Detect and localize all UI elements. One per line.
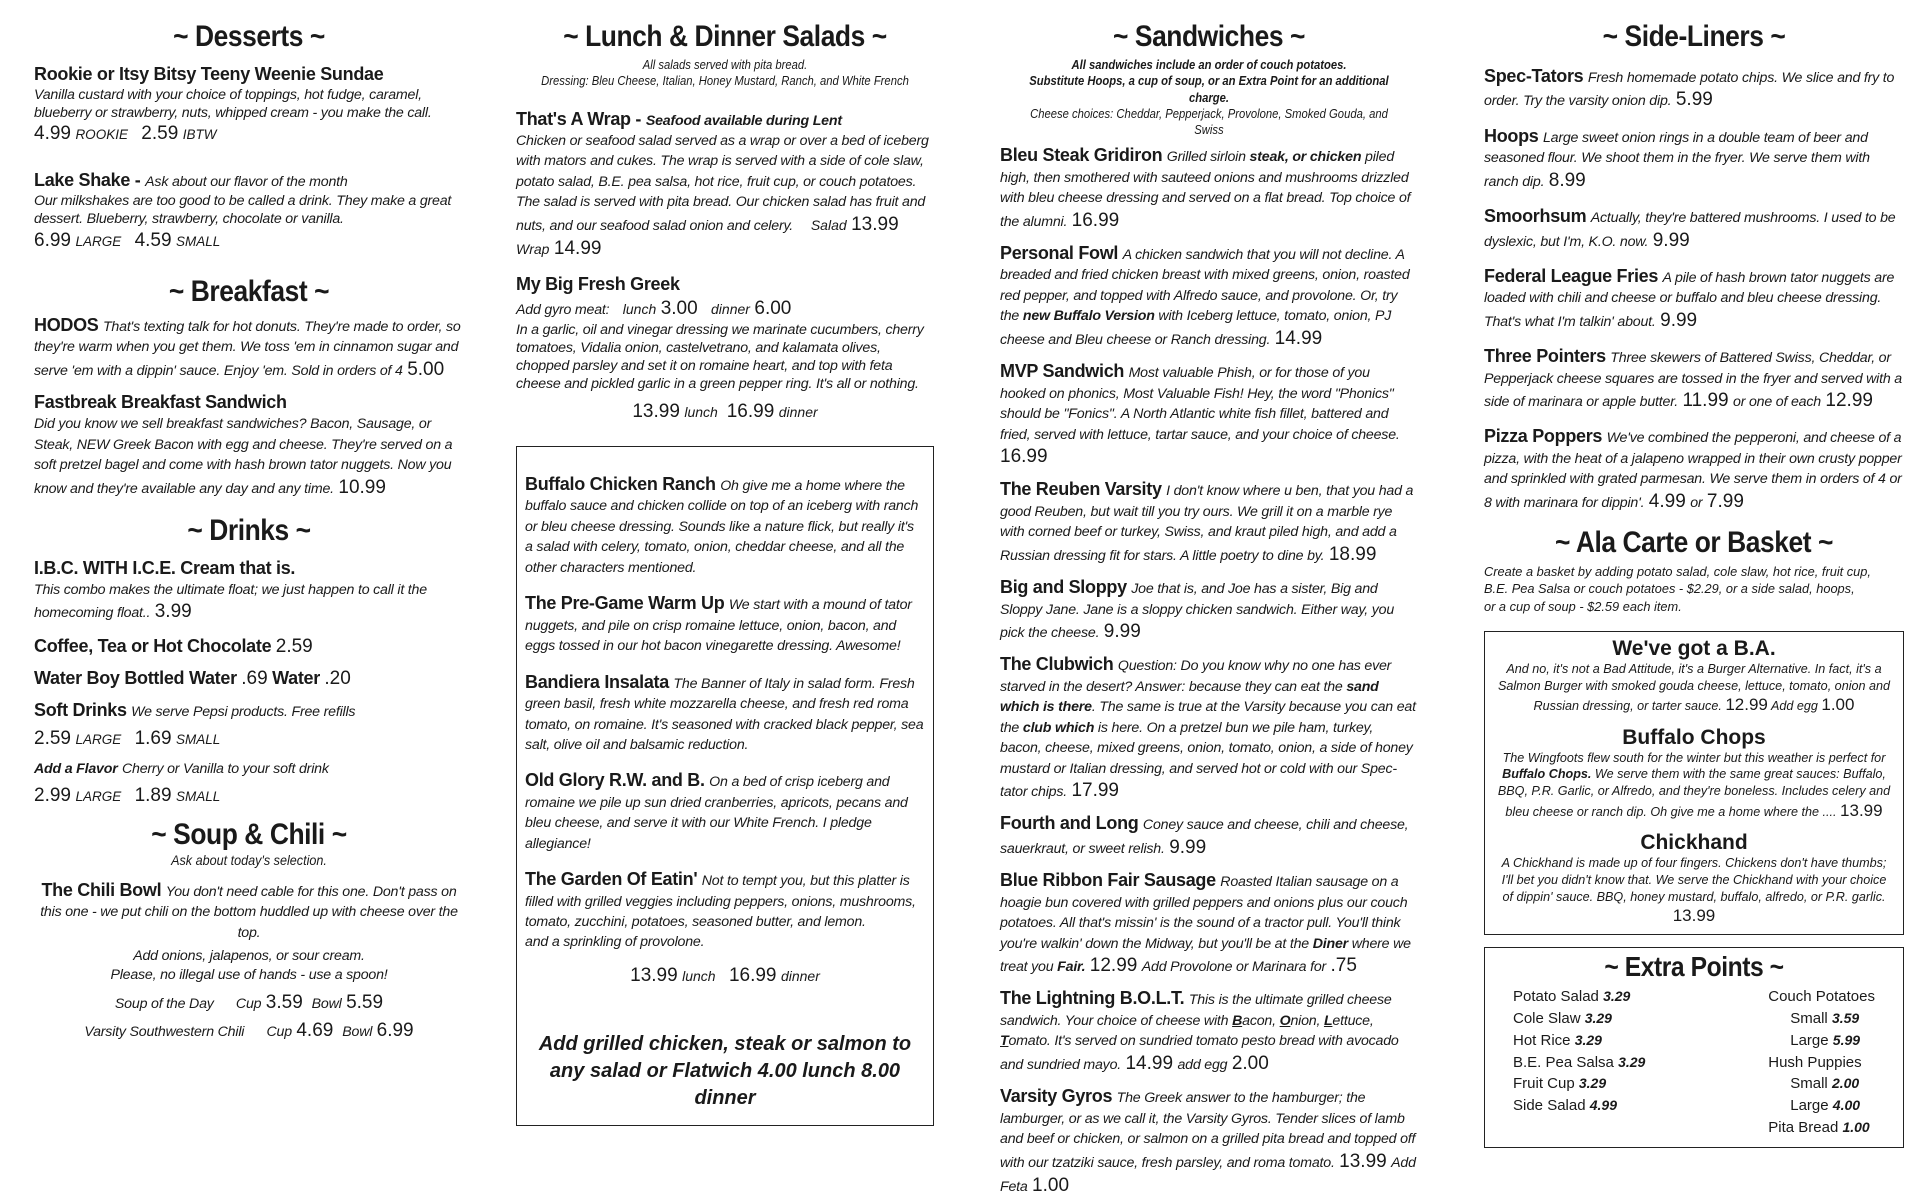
menu-item-sundae (34, 63, 464, 147)
size-label: dinner (780, 967, 820, 984)
extra-item-name: Pita Bread (1768, 1118, 1839, 1136)
item-note: Add gyro meat: (516, 301, 610, 318)
price: 9.99 (1169, 836, 1207, 858)
extra-item-price: 5.99 (1832, 1031, 1861, 1048)
price: .20 (324, 667, 351, 689)
extra-item-price: 1.00 (1842, 1118, 1870, 1135)
sandwiches-subtitle-2: Substitute Hoops, a cup of soup, or an Extra Point for an additional charge. (1029, 74, 1389, 105)
price: 13.99 (1840, 800, 1883, 820)
menu-item-water (34, 667, 464, 691)
price: 2.59 (275, 635, 313, 657)
item-note: Add onions, jalapenos, or sour cream. (133, 948, 365, 965)
item-note: or (1690, 494, 1703, 511)
addon-price: .75 (1330, 955, 1357, 977)
item-title: MVP Sandwich (1000, 361, 1125, 382)
item-desc: . The same is true at the Varsity because you can eat the (1000, 699, 1416, 736)
extra-item-name: Potato Salad (1513, 988, 1599, 1006)
menu-item-fair-sausage (1000, 869, 1418, 978)
item-desc: Fresh homemade potato chips. We slice and fry to order. Try the varsity onion dip. (1484, 70, 1895, 110)
price: 4.59 (134, 229, 172, 251)
extra-item-name: B.E. Pea Salsa (1513, 1053, 1614, 1071)
menu-item-bleu-steak (1000, 144, 1418, 233)
item-prices (34, 122, 464, 146)
price: 3.00 (660, 297, 698, 319)
item-title: Chickhand (1640, 831, 1748, 855)
price: 14.99 (1274, 327, 1323, 349)
item-desc: The Banner of Italy in salad form. Fresh green basil, fresh white mozzarella cheese, and fresh red roma tomato, on romaine. It's seasoned with cracked black pepper, sea salt, olive oil and balsamic reduction. (525, 675, 924, 753)
menu-item-personal-fowl (1000, 242, 1418, 351)
item-desc: with Iceberg lettuce, tomato, onion, PJ cheese and Bleu cheese or Ranch dressing. (1000, 308, 1392, 348)
item-desc: piled high, then smothered with sauteed onions and mushrooms drizzled with bleu cheese dressing and served on a flat bread. Top choice of the alumni. (1000, 149, 1411, 230)
item-title: The Lightning B.O.L.T. (1000, 988, 1185, 1009)
item-desc: On a bed of crisp iceberg and romaine we pile up sun dried cranberries, apricots, pecans and bleu cheese, and serve it with our White French. I pledge allegiance! (525, 774, 908, 852)
menu-item-bandiera (525, 671, 925, 756)
price: 18.99 (1328, 543, 1377, 565)
extra-item (1768, 1117, 1875, 1139)
item-title: Pizza Poppers (1484, 426, 1603, 447)
item-prices (34, 727, 464, 751)
item-desc: Three skewers of Battered Swiss, Cheddar, or Pepperjack cheese squares are tossed in the fryer and served with a side of marinara or apple butter. (1484, 350, 1902, 410)
addon-price: 1.00 (1821, 695, 1855, 715)
item-desc: The Wingfoots flew south for the winter but this weather is perfect for (1502, 750, 1886, 765)
extra-points-left (1513, 986, 1645, 1138)
addon-line-1: Add grilled chicken, steak or salmon to (538, 1032, 912, 1055)
addon-price: 2.00 (1231, 1052, 1269, 1074)
size-label: Bowl (342, 1023, 373, 1040)
extra-item-name: Hush Puppies (1768, 1053, 1862, 1071)
salads-subtitle: All salads served with pita bread. (642, 58, 808, 72)
extra-item (1513, 1008, 1645, 1030)
box-prices (525, 965, 925, 987)
item-desc: In a garlic, oil and vinegar dressing we marinate cucumbers, cherry tomatoes, Vidalia onion, castelvetrano, and kalamata olives, chopped parsley and set it on romaine heart, and top with feta cheese and pickled garlic in a green pepper ring. It's all or nothing. (516, 321, 924, 393)
menu-item-mvp (1000, 360, 1418, 469)
price: 4.69 (296, 1019, 334, 1041)
menu-item-chickhand (1495, 830, 1893, 927)
price: 10.99 (338, 476, 386, 498)
price: 16.99 (1000, 446, 1048, 468)
price: 3.59 (265, 991, 303, 1013)
price: 1.89 (134, 784, 172, 806)
ala-carte-line-3: or a cup of soup - $2.59 each item. (1484, 598, 1682, 614)
menu-item-add-flavor (34, 759, 464, 808)
item-title: Add a Flavor (34, 761, 118, 778)
item-desc: where we treat you (1000, 935, 1411, 976)
menu-item-soup-of-day (34, 992, 464, 1014)
menu-item-old-glory (525, 769, 925, 854)
item-desc-bold: club which (1022, 719, 1095, 736)
item-title: Personal Fowl (1000, 242, 1119, 263)
item-title: Fastbreak Breakfast Sandwich (34, 392, 287, 413)
breakfast-heading: ~ Breakfast ~ (168, 274, 330, 308)
price: 6.00 (754, 297, 792, 319)
item-title: Blue Ribbon Fair Sausage (1000, 870, 1216, 891)
price: 9.99 (1660, 309, 1698, 331)
size-label: ROOKIE (75, 127, 128, 143)
item-desc: Vanilla custard with your choice of toppings, hot fudge, caramel, blueberry or strawberry, nuts, whipped cream - you make the call. (34, 87, 432, 122)
price: 1.69 (134, 727, 172, 749)
size-label: lunch (684, 403, 718, 420)
price: 4.99 (1648, 490, 1686, 512)
item-desc-wrap (1495, 750, 1893, 822)
price: 17.99 (1071, 780, 1119, 802)
size-label: dinner (711, 300, 750, 317)
size-label: LARGE (75, 788, 122, 804)
column-2 (516, 20, 934, 1126)
item-desc-bold: Fair. (1057, 959, 1086, 976)
item-desc: Oh give me a home where the buffalo sauce and chicken collide on top of an iceberg with ranch or bleu cheese dressing. Sounds like a nature flick, but really it's a salad with celery, tomato, onion, cheddar cheese, and all the other characters mentioned. (525, 477, 919, 576)
addon-price: 1.00 (1032, 1174, 1070, 1196)
ala-carte-heading: ~ Ala Carte or Basket ~ (1555, 526, 1833, 560)
item-prices (34, 229, 464, 253)
addon-label: Add egg (1770, 699, 1818, 714)
item-title: Coffee, Tea or Hot Chocolate (34, 635, 272, 656)
menu-item-spec-tators (1484, 65, 1904, 113)
price: 13.99 (630, 964, 678, 986)
menu-item-fastbreak (34, 391, 464, 500)
item-title: Smoorhsum (1484, 206, 1587, 227)
item-title: The Garden Of Eatin' (525, 869, 698, 890)
addon-line-2: any salad or Flatwich 4.00 lunch 8.00 dinner (549, 1059, 901, 1109)
size-label: dinner (778, 403, 818, 420)
item-desc: We serve Pepsi products. Free refills (131, 704, 356, 721)
size-label: Bowl (311, 995, 342, 1012)
item-title: The Pre-Game Warm Up (525, 593, 725, 614)
size-label: Salad (810, 216, 847, 233)
menu-item-three-pointers (1484, 345, 1904, 413)
size-label: Wrap (516, 241, 550, 258)
extra-item-price: 3.29 (1574, 1031, 1602, 1048)
menu-item-ibc (34, 557, 464, 625)
item-desc-bold: steak, or chicken (1249, 149, 1362, 166)
extra-item (1513, 1095, 1645, 1117)
item-title: Buffalo Chops (1622, 725, 1766, 749)
protein-addon-note (525, 1031, 925, 1112)
price: 16.99 (726, 400, 775, 422)
soup-subtitle: Ask about today's selection. (171, 851, 327, 868)
extra-item-price: 3.29 (1603, 988, 1631, 1005)
item-desc: A pile of hash brown tator nuggets are loaded with chili and cheese or buffalo and bleu cheese dressing. That's what I'm talkin' about. (1484, 269, 1895, 330)
extra-item-price: 3.29 (1578, 1075, 1607, 1092)
item-desc-bold: new Buffalo Version (1022, 308, 1155, 325)
extra-item (1768, 1095, 1875, 1117)
item-desc-2: and a sprinkling of provolone. (525, 933, 705, 950)
price: 9.99 (1103, 621, 1141, 642)
column-4 (1484, 20, 1904, 1148)
item-desc: Our milkshakes are too good to be called a drink. They make a great dessert. Blueberry, strawberry, chocolate or vanilla. (34, 193, 452, 228)
extra-points-heading: ~ Extra Points ~ (1604, 950, 1784, 982)
extra-item (1768, 1073, 1875, 1095)
item-title: My Big Fresh Greek (516, 274, 680, 295)
item-desc: Joe that is, and Joe has a sister, Big and Sloppy Jane. Jane is a sloppy chicken sandwich. Either way, you pick the cheese. (1000, 581, 1395, 641)
item-desc: And no, it's not a Bad Attitude, it's a Burger Alternative. In fact, it's a Salmon Burger with smoked gouda cheese, lettuce, tomato, onion and Russian dressing, or tarter sauce. (1497, 662, 1891, 714)
extra-item (1513, 1052, 1645, 1074)
item-desc: Chicken or seafood salad served as a wrap or over a bed of iceberg with mators and cukes. The wrap is served with a side of cole slaw, potato salad, B.E. pea salsa, hot rice, fruit cup, or couch potatoes. The salad is served with pita bread. Our chicken salad has fruit and nuts, and our seafood salad onion and celery. (516, 132, 929, 234)
item-desc: Coney sauce and cheese, chili and cheese, sauerkraut, or sweet relish. (1000, 817, 1409, 857)
item-note: Please, no illegal use of hands - use a spoon! (110, 966, 388, 983)
extra-points-right (1768, 986, 1875, 1138)
item-title: Rookie or Itsy Bitsy Teeny Weenie Sundae (34, 64, 384, 84)
item-desc-bold: Buffalo Chops. (1502, 767, 1592, 782)
extra-points-box (1484, 947, 1904, 1148)
item-title: Spec-Tators (1484, 66, 1584, 86)
item-title: The Clubwich (1000, 654, 1114, 675)
item-note: Seafood available during Lent (645, 112, 842, 129)
item-desc: A Chickhand is made up of four fingers. Chickens don't have thumbs; I'll bet you didn't know that. We serve the Chickhand with your choice of dippin' sauce. BBQ, honey mustard, buffalo, alfredo, or P.R. garlic. (1501, 856, 1887, 904)
item-desc: Not to tempt you, but this platter is filled with grilled veggies including peppers, onions, mushrooms, tomato, zucchini, potatoes, seasoned butter, and lemon. (525, 873, 916, 931)
item-title: Varsity Gyros (1000, 1086, 1113, 1107)
sandwiches-subtitle-1: All sandwiches include an order of couch potatoes. (1071, 58, 1347, 72)
size-label: Cup (266, 1023, 292, 1040)
menu-item-southwestern-chili (34, 1020, 464, 1042)
price: 2.59 (141, 123, 179, 145)
item-desc: Roasted Italian sausage on a hoagie bun covered with grilled peppers and onions plus our couch potatoes. All that's missin' is the sound of a tractor pull. You'll think you're walkin' down the Midway, but you'll be at the (1000, 874, 1408, 952)
price: 8.99 (1548, 169, 1586, 191)
price: .69 (241, 667, 268, 689)
price: 11.99 (1682, 390, 1729, 411)
item-desc: Cherry or Vanilla to your soft drink (121, 761, 329, 778)
soup-heading: ~ Soup & Chili ~ (151, 817, 347, 851)
item-prices (516, 400, 934, 424)
item-title: I.B.C. WITH I.C.E. Cream that is. (34, 557, 296, 578)
item-desc: That's texting talk for hot donuts. They're made to order, so they're warm when you get them. We toss 'em in cinnamon sugar and serve 'em with a dippin' sauce. Enjoy 'em. Sold in orders of 4 (34, 318, 461, 379)
bolt-letter-o: O (1279, 1012, 1291, 1029)
item-desc: A chicken sandwich that you will not decline. A breaded and fried chicken breast with mixed greens, onion, roasted red pepper, and topped with Alfredo sauce, and provolone. Or, try the (1000, 246, 1410, 325)
menu-item-lake-shake (34, 169, 464, 253)
item-title: Buffalo Chicken Ranch (525, 473, 716, 494)
item-title: Soft Drinks (34, 700, 127, 721)
size-label: Large (1790, 1097, 1829, 1115)
extra-item-name: Hot Rice (1513, 1031, 1571, 1049)
extra-item-name: Side Salad (1513, 1097, 1586, 1115)
item-desc: Actually, they're battered mushrooms. I used to be dyslexic, but I'm, K.O. now. (1484, 210, 1896, 250)
item-title: That's A Wrap - (516, 108, 646, 129)
price: 13.99 (632, 400, 680, 422)
side-liners-heading: ~ Side-Liners ~ (1602, 20, 1786, 53)
menu-item-chili-bowl (34, 879, 464, 984)
price: 5.99 (1675, 89, 1713, 111)
menu-item-wrap (516, 108, 934, 262)
extra-item (1768, 1030, 1875, 1052)
addon-label: add egg (1177, 1056, 1228, 1073)
item-desc-bold: sand which is there (1000, 678, 1379, 716)
item-desc: is here. On a pretzel bun we pile ham, turkey, bacon, cheese, mixed greens, onion, tomato, onion, a side of honey mustard or Italian dressing, and served hot or cold with our Spec-tator chips. (1000, 719, 1413, 801)
item-desc: I don't know where u ben, that you had a good Reuben, but wait till you try ours. We grill it on a marble rye with corned beef or turkey, Swiss, and kraut piled high, and add a Russian dressing fit for stars. A little poetry to dine by. (1000, 483, 1414, 564)
menu-item-big-sloppy (1000, 576, 1418, 644)
salads-heading: ~ Lunch & Dinner Salads ~ (563, 20, 887, 53)
menu-item-buffalo-chops (1495, 725, 1893, 822)
item-title: Hoops (1484, 125, 1539, 146)
desserts-heading: ~ Desserts ~ (173, 20, 325, 53)
item-desc: This is the ultimate grilled cheese sandwich. Your choice of cheese with (1000, 992, 1392, 1029)
extra-item-price: 3.29 (1618, 1053, 1646, 1070)
column-3 (1000, 20, 1418, 1198)
item-desc: We start with a mound of tator nuggets, and pile on crisp romaine lettuce, onion, bacon, and eggs tossed in our hot bacon vinegarette dressing. Awesome! (525, 597, 912, 655)
item-desc: nion, (1290, 1012, 1324, 1029)
price: 2.59 (34, 727, 71, 749)
signature-salads-box (516, 446, 934, 1126)
column-1 (34, 20, 464, 1042)
price: 2.99 (34, 784, 71, 806)
item-title: The Chili Bowl (41, 880, 162, 900)
sandwiches-cheese-choices: Cheese choices: Cheddar, Pepperjack, Provolone, Smoked Gouda, and Swiss (1030, 106, 1388, 137)
extra-item-name: Couch Potatoes (1768, 988, 1875, 1006)
sandwiches-heading: ~ Sandwiches ~ (1113, 20, 1305, 53)
menu-item-reuben (1000, 478, 1418, 567)
price: 7.99 (1706, 490, 1744, 512)
extra-item (1768, 1008, 1875, 1030)
item-title: The Reuben Varsity (1000, 479, 1162, 500)
extra-item-name: Fruit Cup (1513, 1075, 1575, 1093)
price: 12.99 (1725, 695, 1768, 715)
salads-dressings: Dressing: Bleu Cheese, Italian, Honey Mustard, Ranch, and White French (541, 74, 909, 89)
price: 13.99 (851, 213, 899, 235)
price: 6.99 (376, 1019, 414, 1041)
item-title: HODOS (34, 314, 99, 335)
item-title: Federal League Fries (1484, 265, 1659, 286)
extra-item-price: 3.29 (1584, 1010, 1612, 1027)
extra-item (1513, 1073, 1645, 1095)
price: 14.99 (1125, 1052, 1174, 1074)
menu-item-buffalo-ranch (525, 473, 925, 578)
size-label: Small (1790, 1010, 1828, 1028)
price: 12.99 (1825, 390, 1873, 411)
extra-item-price: 4.00 (1832, 1097, 1861, 1114)
item-title: Fourth and Long (1000, 813, 1139, 834)
menu-item-ba (1495, 636, 1893, 717)
item-desc: This combo makes the ultimate float; we just happen to call it the homecoming float.. (34, 581, 427, 622)
price: 4.99 (34, 123, 71, 145)
extra-item (1513, 1030, 1645, 1052)
extra-item-name: Cole Slaw (1513, 1010, 1581, 1028)
item-desc: We've combined the pepperoni, and cheese of a pizza, with the heat of a jalapeno wrapped in their own crusty popper and sprinkled with grated parmesan. We serve them in orders of 4 or 8 with marinara for dippin'. (1484, 430, 1902, 511)
item-title: Soup of the Day (114, 995, 214, 1012)
item-desc: Grilled sirloin (1166, 149, 1250, 166)
item-title: Bandiera Insalata (525, 671, 669, 692)
bolt-letter-b: B (1232, 1012, 1243, 1029)
price: 3.99 (154, 601, 192, 623)
price: 5.59 (346, 991, 384, 1013)
item-desc: We serve them with the same great sauces: Buffalo, BBQ, P.R. Garlic, or Alfredo, and they're boneless. Includes celery and bleu cheese or ranch dip. Oh give me a home where the .... (1497, 767, 1891, 819)
size-label: lunch (622, 300, 657, 317)
menu-item-fourth-long (1000, 812, 1418, 860)
item-title: Big and Sloppy (1000, 577, 1127, 598)
price: 6.99 (34, 229, 71, 251)
menu-item-soft-drinks (34, 699, 464, 751)
ala-carte-desc (1484, 563, 1904, 615)
extra-item-price: 3.59 (1831, 1010, 1860, 1027)
size-label: Small (1790, 1075, 1828, 1093)
item-title: Varsity Southwestern Chili (84, 1023, 245, 1040)
item-desc: Did you know we sell breakfast sandwiches? Bacon, Sausage, or Steak, NEW Greek Bacon with egg and cheese. They're served on a soft pretzel bagel and come with hash brown tator nuggets. Now you know and they're available any day and any time. (34, 416, 453, 497)
price: 16.99 (1071, 209, 1120, 231)
item-desc: omato. It's served on sundried tomato pesto bread with avocado and sundried mayo. (1000, 1033, 1399, 1073)
item-title: Water (272, 667, 320, 688)
menu-item-bolt (1000, 987, 1418, 1076)
size-label: lunch (682, 967, 716, 984)
bolt-letter-t: T (1000, 1033, 1009, 1050)
menu-item-smoorhsum (1484, 205, 1904, 253)
ala-carte-line-2: B.E. Pea Salsa or couch potatoes - $2.29, or a side salad, hoops, (1484, 581, 1855, 597)
item-desc: Question: Do you know why no one has ever starved in the desert? Answer: because they can eat the (1000, 658, 1392, 695)
item-prices (34, 784, 464, 808)
price: 12.99 (1089, 955, 1138, 977)
item-desc: acon, (1242, 1012, 1280, 1029)
item-desc-wrap (1495, 661, 1893, 717)
item-desc-wrap (1495, 855, 1893, 927)
menu-item-clubwich (1000, 653, 1418, 803)
menu-item-pregame (525, 592, 925, 656)
addon-label: Add Provolone or Marinara for (1141, 959, 1327, 976)
item-note: Ask about our flavor of the month (145, 173, 348, 190)
extra-points-grid (1495, 986, 1893, 1138)
menu-item-pizza-poppers (1484, 425, 1904, 514)
size-label: SMALL (176, 731, 221, 747)
extra-item-price: 2.00 (1831, 1075, 1860, 1092)
menu-item-hoops (1484, 125, 1904, 193)
item-title: Lake Shake - (34, 169, 146, 190)
size-label: LARGE (75, 233, 122, 249)
item-title: Three Pointers (1484, 346, 1606, 367)
item-desc: Most valuable Phish, or for those of you hooked on phonics, Most Valuable Fish! Hey, the word "Phonics" should be "Fonics". A North Atlantic white fish fillet, battered and fried, served with lettuce, tartar sauce, and your choice of cheese. (1000, 365, 1400, 443)
size-label: SMALL (176, 788, 221, 804)
bolt-letter-l: L (1323, 1012, 1333, 1029)
menu-item-big-greek (516, 273, 934, 423)
price: 13.99 (1339, 1150, 1387, 1172)
menu-item-gyros (1000, 1085, 1418, 1198)
item-title: Water Boy Bottled Water (34, 667, 237, 688)
price: 16.99 (728, 964, 777, 986)
menu-item-coffee (34, 635, 464, 659)
item-desc: ettuce, (1332, 1012, 1374, 1029)
size-label: IBTW (182, 127, 217, 143)
size-label: Large (1790, 1031, 1829, 1049)
size-label: Cup (235, 995, 262, 1012)
drinks-heading: ~ Drinks ~ (187, 513, 311, 547)
item-desc: You don't need cable for this one. Don't pass on this one - we put chili on the bottom huddled up with cheese over the top. (40, 884, 458, 941)
menu-item-garden (525, 868, 925, 951)
item-desc: Large sweet onion rings in a double team of beer and seasoned flour. We shoot them in the fryer. We serve them with ranch dip. (1484, 129, 1870, 190)
item-title: Bleu Steak Gridiron (1000, 145, 1163, 166)
menu-item-federal-fries (1484, 265, 1904, 333)
item-desc-bold: Diner (1312, 935, 1348, 952)
item-note: or one of each (1733, 394, 1821, 410)
price: 5.00 (407, 358, 445, 380)
size-label: LARGE (75, 731, 122, 747)
price: 9.99 (1652, 229, 1690, 251)
extra-item (1513, 986, 1645, 1008)
specials-box (1484, 631, 1904, 935)
price: 13.99 (1672, 906, 1716, 926)
menu-item-hodos (34, 314, 464, 382)
item-title: We've got a B.A. (1612, 636, 1776, 660)
item-title: Old Glory R.W. and B. (525, 770, 705, 791)
price: 14.99 (553, 238, 602, 260)
extra-item-price: 4.99 (1589, 1097, 1617, 1114)
ala-carte-line-1: Create a basket by adding potato salad, cole slaw, hot rice, fruit cup, (1484, 564, 1871, 580)
size-label: SMALL (176, 233, 221, 249)
addon-label: Add Feta (1000, 1154, 1416, 1195)
item-desc: The Greek answer to the hamburger; the lamburger, or as we call it, the Varsity Gyros. Tender slices of lamb and beef or chicken, or salmon on a grilled pita bread and topped off with our tzatziki sauce, fresh parsley, and roma tomato. (1000, 1090, 1416, 1171)
